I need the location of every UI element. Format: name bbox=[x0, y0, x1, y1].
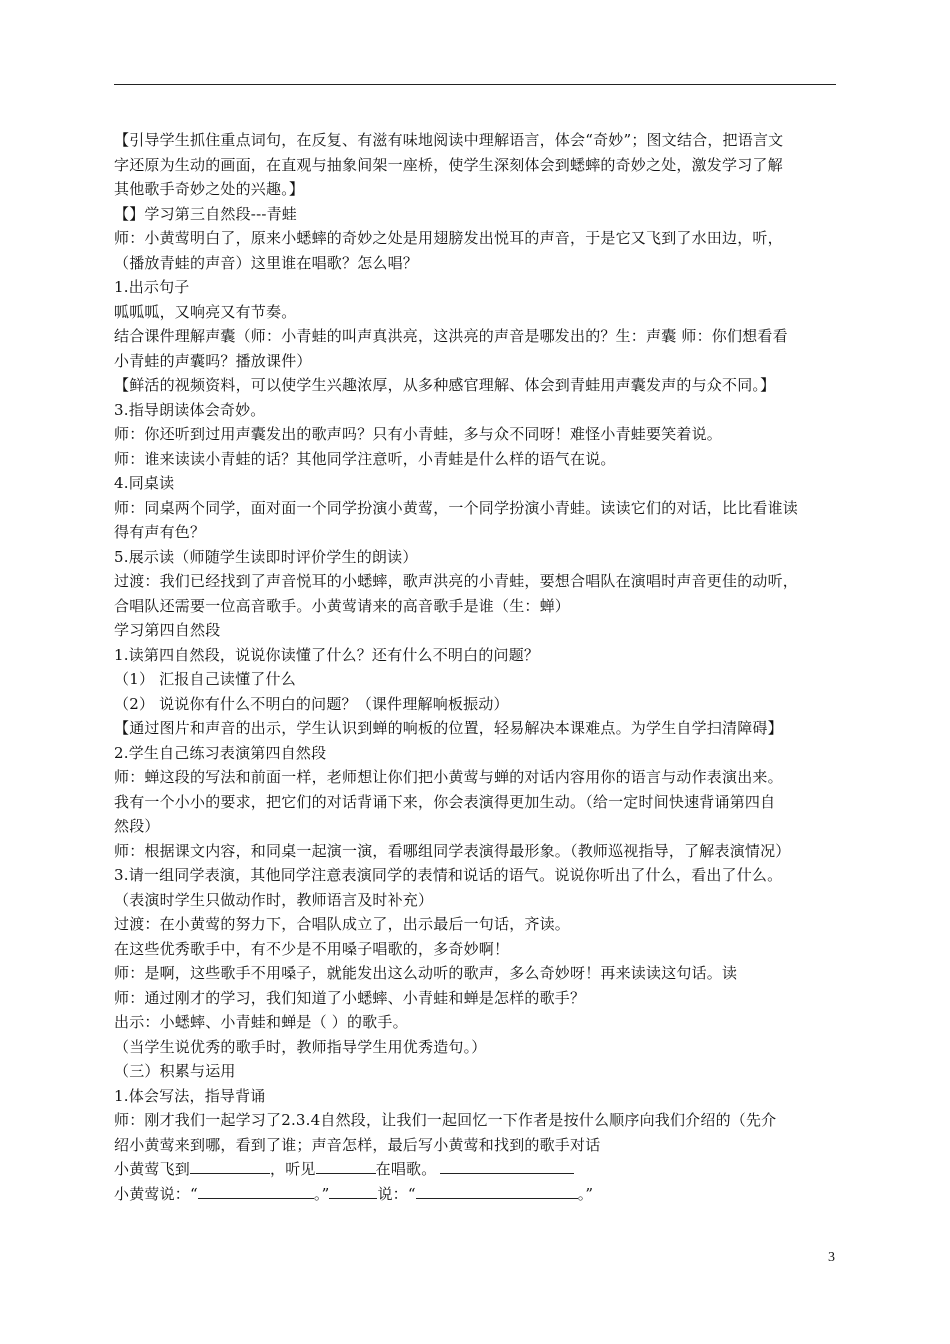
text-line: 绍小黄莺来到哪，看到了谁；声音怎样，最后写小黄莺和找到的歌手对话 bbox=[114, 1135, 601, 1154]
text-line: 得有声有色？ bbox=[114, 523, 206, 541]
text-line: 5.展示读（师随学生读即时评价学生的朗读） bbox=[114, 547, 418, 566]
text-line: 1.体会写法，指导背诵 bbox=[114, 1086, 266, 1105]
text-line: 过渡：在小黄莺的努力下，合唱队成立了，出示最后一句话，齐读。 bbox=[114, 915, 571, 933]
text-line: 师：小黄莺明白了，原来小蟋蟀的奇妙之处是用翅膀发出悦耳的声音，于是它又飞到了水田边，听， bbox=[114, 229, 783, 247]
text-lines bbox=[114, 128, 842, 1157]
text-line: 其他歌手奇妙之处的兴趣。】 bbox=[114, 180, 305, 198]
text-line: 师：根据课文内容，和同桌一起演一演，看哪组同学表演得最形象。（教师巡视指导，了解表演情况） bbox=[114, 841, 791, 860]
fill-blank-3 bbox=[440, 1157, 574, 1174]
text-line: 师：通过刚才的学习，我们知道了小蟋蟀、小青蛙和蝉是怎样的歌手？ bbox=[114, 988, 586, 1007]
text-line: 学习第四自然段 bbox=[114, 621, 221, 639]
fill-blank-2 bbox=[316, 1157, 376, 1174]
text-line: 结合课件理解声囊（师：小青蛙的叫声真洪亮，这洪亮的声音是哪发出的？生：声囊 师：你们想看看 bbox=[114, 327, 788, 345]
fill-blank-4 bbox=[198, 1182, 314, 1199]
fill-line-2-text-b: 。” bbox=[313, 1184, 330, 1203]
text-line: 2.学生自己练习表演第四自然段 bbox=[114, 743, 327, 762]
text-line: 4.同桌读 bbox=[114, 474, 175, 492]
text-line: 【鲜活的视频资料，可以使学生兴趣浓厚，从多种感官理解、体会到青蛙用声囊发声的与众不同。】 bbox=[114, 376, 776, 394]
text-line: 师：刚才我们一起学习了2.3.4自然段，让我们一起回忆一下作者是按什么顺序向我们介绍的（先介 bbox=[114, 1111, 777, 1129]
fill-blank-6 bbox=[416, 1182, 578, 1199]
text-line: 【通过图片和声音的出示，学生认识到蝉的响板的位置，轻易解决本课难点。为学生自学扫清障碍】 bbox=[114, 719, 783, 737]
text-line: （三）积累与运用 bbox=[114, 1062, 236, 1080]
text-line: 师：同桌两个同学，面对面一个同学扮演小黄莺，一个同学扮演小青蛙。读读它们的对话，比比看谁读 bbox=[114, 498, 799, 517]
text-line: 【】学习第三自然段---青蛙 bbox=[114, 204, 298, 223]
text-line: 【引导学生抓住重点词句，在反复、有滋有味地阅读中理解语言，体会“奇妙”；图文结合，把语言文 bbox=[114, 131, 784, 149]
fill-blank-5 bbox=[329, 1182, 377, 1199]
text-line: 呱呱呱，又响亮又有节奏。 bbox=[114, 302, 297, 321]
document-body bbox=[114, 128, 842, 1206]
fill-blank-line-1 bbox=[114, 1157, 842, 1182]
text-line: 1.读第四自然段，说说你读懂了什么？还有什么不明白的问题？ bbox=[114, 645, 540, 664]
text-line: （表演时学生只做动作时，教师语言及时补充） bbox=[114, 890, 434, 909]
text-line: 过渡：我们已经找到了声音悦耳的小蟋蟀，歌声洪亮的小青蛙，要想合唱队在演唱时声音更佳的动听， bbox=[114, 572, 799, 590]
text-line: 然段） bbox=[114, 817, 160, 835]
text-line: （2） 说说你有什么不明白的问题？（课件理解响板振动） bbox=[114, 694, 509, 713]
text-line: 1.出示句子 bbox=[114, 278, 190, 296]
text-line: 3.请一组同学表演，其他同学注意表演同学的表情和说话的语气。说说你听出了什么，看出了什么。 bbox=[114, 866, 783, 884]
text-line: 在这些优秀歌手中，有不少是不用嗓子唱歌的，多奇妙啊！ bbox=[114, 939, 510, 958]
page-number: 3 bbox=[828, 1250, 835, 1265]
fill-line-1-text-b: ，听见 bbox=[270, 1160, 316, 1178]
text-line: 师：蝉这段的写法和前面一样，老师想让你们把小黄莺与蝉的对话内容用你的语言与动作表演出来。 bbox=[114, 768, 783, 786]
text-line: 师：你还听到过用声囊发出的歌声吗？只有小青蛙，多与众不同呀！难怪小青蛙要笑着说。 bbox=[114, 425, 723, 443]
text-line: （当学生说优秀的歌手时，教师指导学生用优秀造句。） bbox=[114, 1037, 487, 1056]
text-line: （播放青蛙的声音）这里谁在唱歌？怎么唱？ bbox=[114, 253, 419, 272]
text-line: 小青蛙的声囊吗？播放课件） bbox=[114, 351, 312, 370]
text-line: 字还原为生动的画面，在直观与抽象间架一座桥，使学生深刻体会到蟋蟀的奇妙之处，激发学习了解 bbox=[114, 155, 783, 174]
text-line: 我有一个小小的要求，把它们的对话背诵下来，你会表演得更加生动。（给一定时间快速背诵第四自 bbox=[114, 792, 776, 811]
fill-blank-1 bbox=[190, 1157, 270, 1174]
text-line: 师：是啊，这些歌手不用嗓子，就能发出这么动听的歌声，多么奇妙呀！再来读读这句话。读 bbox=[114, 964, 738, 982]
text-line: 3.指导朗读体会奇妙。 bbox=[114, 400, 266, 419]
text-line: 合唱队还需要一位高音歌手。小黄莺请来的高音歌手是谁（生：蝉） bbox=[114, 596, 571, 615]
header-rule bbox=[114, 84, 836, 85]
fill-line-2-text-a: 小黄莺说：“ bbox=[114, 1184, 198, 1203]
fill-line-1-text-c: 在唱歌。 bbox=[375, 1160, 437, 1178]
fill-blank-line-2 bbox=[114, 1182, 842, 1207]
text-line: 出示：小蟋蟀、小青蛙和蝉是（ ）的歌手。 bbox=[114, 1013, 408, 1031]
text-line: （1） 汇报自己读懂了什么 bbox=[114, 670, 296, 688]
fill-line-2-text-d: 。” bbox=[577, 1184, 594, 1203]
fill-line-1-text-a: 小黄莺飞到 bbox=[114, 1160, 191, 1178]
text-line: 师：谁来读读小青蛙的话？其他同学注意听，小青蛙是什么样的语气在说。 bbox=[114, 449, 616, 468]
fill-line-2-text-c: 说：“ bbox=[377, 1184, 416, 1203]
